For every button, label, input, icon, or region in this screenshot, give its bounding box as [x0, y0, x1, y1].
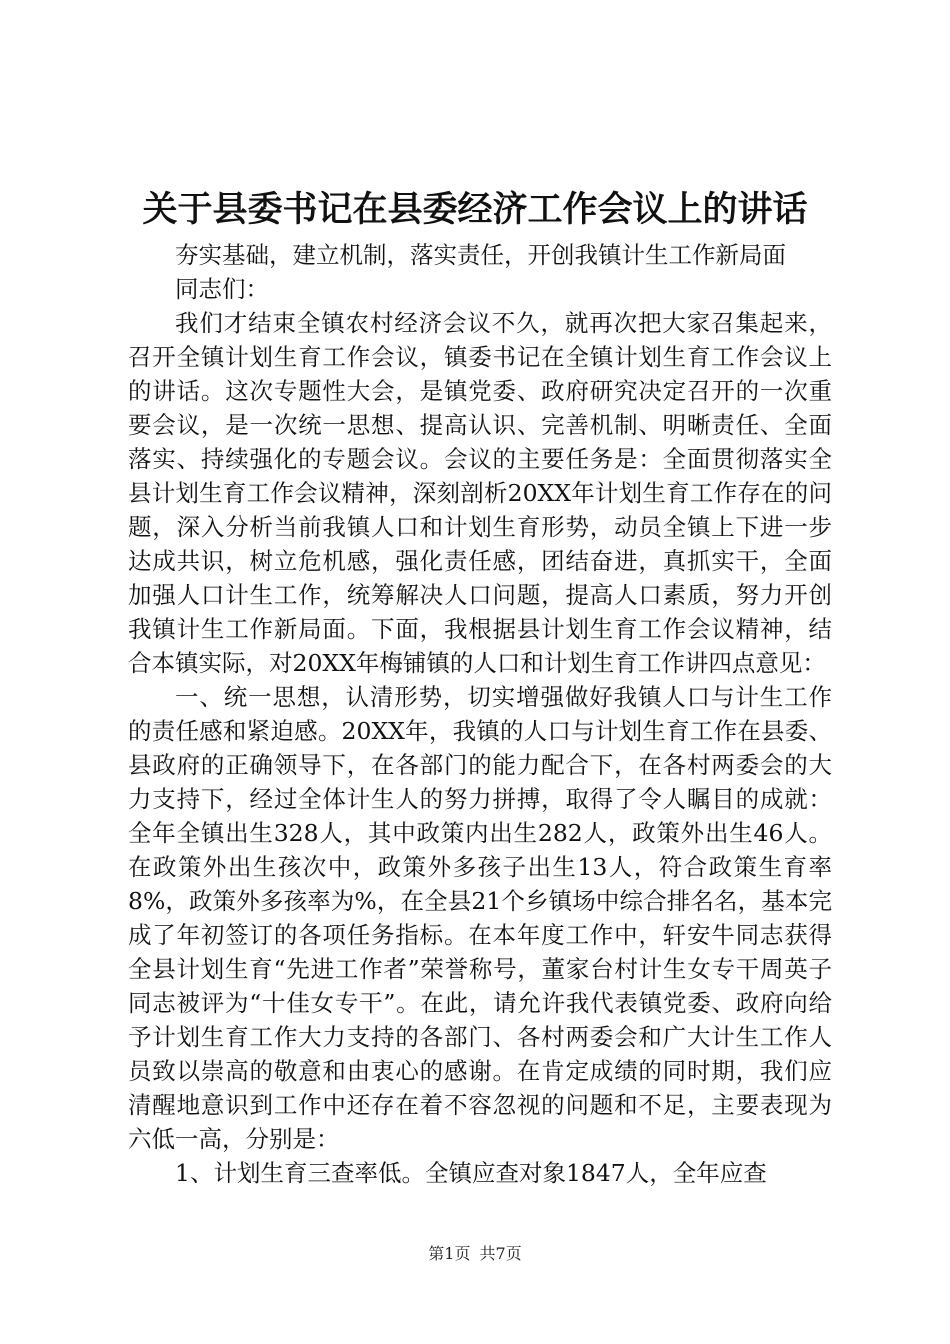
- subtitle-paragraph: 夯实基础，建立机制，落实责任，开创我镇计生工作新局面: [175, 241, 786, 269]
- page-footer: [0, 1243, 950, 1265]
- section-one-paragraph: 一、统一思想，认清形势，切实增强做好我镇人口与计生工作的责任感和紧迫感。20XX年，我镇的人口与计划生育工作在县委、县政府的正确领导下，在各部门的能力配合下，在各村两委会的大力支持下，经过全体计生人的努力拼搏，取得了令人瞩目的成就：全年全镇出生328人，其中政策内出生282人，政策外出生46人。在政策外出生孩次中，政策外多孩子出生13人，符合政策生育率8%，政策外多孩率为%，在全县21个乡镇场中综合排名名，基本完成了年初签订的各项任务指标。在本年度工作中，轩安牛同志获得全县计划生育“先进工作者”荣誉称号，董家台村计生女专干周英子同志被评为“十佳女专干”。在此，请允许我代表镇党委、政府向给予计划生育工作大力支持的各部门、各村两委会和广大计生工作人员致以崇高的敬意和由衷心的感谢。在肯定成绩的同时期，我们应清醒地意识到工作中还存在着不容忽视的问题和不足，主要表现为六低一高，分别是：: [128, 683, 832, 1153]
- intro-paragraph: 我们才结束全镇农村经济会议不久，就再次把大家召集起来，召开全镇计划生育工作会议，镇委书记在全镇计划生育工作会议上的讲话。这次专题性大会，是镇党委、政府研究决定召开的一次重要会议，是一次统一思想、提高认识、完善机制、明晰责任、全面落实、持续强化的专题会议。会议的主要任务是：全面贯彻落实全县计划生育工作会议精神，深刻剖析20XX年计划生育工作存在的问题，深入分析当前我镇人口和计划生育形势，动员全镇上下进一步达成共识，树立危机感，强化责任感，团结奋进，真抓实干，全面加强人口计生工作，统筹解决人口问题，提高人口素质，努力开创我镇计生工作新局面。下面，我根据县计划生育工作会议精神，结合本镇实际，对20XX年梅铺镇的人口和计划生育工作讲四点意见：: [128, 309, 832, 677]
- document-title: 关于县委书记在县委经济工作会议上的讲话: [142, 189, 808, 230]
- item-one-paragraph: 1、计划生育三查率低。全镇应查对象1847人，全年应查: [175, 1159, 767, 1187]
- salutation-paragraph: 同志们：: [175, 275, 269, 303]
- page-total: 共7页: [479, 1244, 522, 1263]
- page-number: 第1页: [428, 1244, 471, 1263]
- document-body: [128, 238, 832, 1190]
